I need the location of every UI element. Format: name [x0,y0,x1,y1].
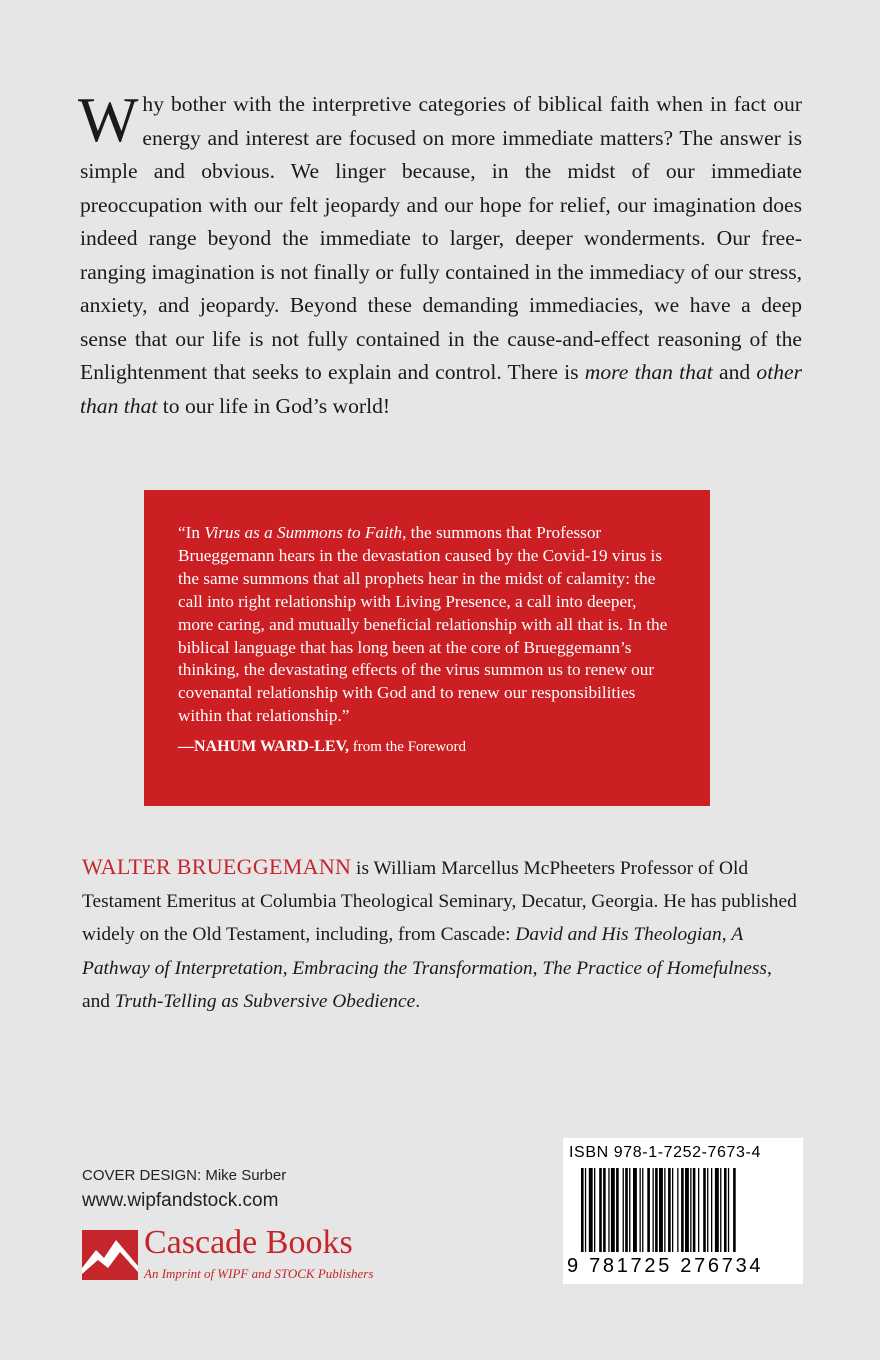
bio-separator: , [721,924,732,946]
barcode-bar [715,1168,719,1252]
endorsement-quote [178,522,676,728]
barcode-bar [659,1168,663,1252]
bio-separator: , [282,957,293,979]
barcode-bar [640,1168,641,1252]
barcode-bar [685,1168,689,1252]
bio-separator: , and [82,957,772,1012]
cover-design-label: COVER DESIGN: [82,1167,202,1184]
barcode-bar [724,1168,727,1252]
barcode-bar [707,1168,708,1252]
publisher-logo [82,1226,422,1286]
quote-attribution [178,738,676,756]
intro-emphasis-2: other than that [80,360,802,418]
barcode-bar [698,1168,699,1252]
barcode-bar [623,1168,624,1252]
barcode-digits: 9 781725 276734 [567,1255,764,1277]
barcode-bar [703,1168,706,1252]
author-name: WALTER BRUEGGEMANN [82,854,352,879]
cover-design-credit [82,1166,286,1186]
barcode-bar [733,1168,736,1252]
barcode-bar [681,1168,684,1252]
barcode-bar [653,1168,654,1252]
bio-book-title: A Pathway of Interpretation [82,924,743,979]
publisher-website[interactable]: www.wipfandstock.com [82,1190,279,1211]
quote-body: , the summons that Professor Brueggemann hears in the devastation caused by the Covid-19 virus is the same summons that all prophets hear in the midst of calamity: the call into right relationship with Living Presence, a call into deeper, more caring, and mutually beneficial relationship with all that is. In the biblical language that has long been at the core of Brueggemann’s thinking, the devastating effects of the virus summon us to renew our covenantal relationship with God and to renew our responsibilities within that relationship.” [178,523,668,726]
cover-designer: Mike Surber [201,1167,287,1184]
isbn-barcode [563,1138,803,1284]
intro-text-end: to our life in God’s world! [157,393,391,418]
barcode-bar [594,1168,595,1252]
barcode-bar [693,1168,696,1252]
barcode-bars [581,1168,791,1256]
barcode-bar [668,1168,671,1252]
barcode-bar [677,1168,678,1252]
barcode-bar [599,1168,602,1252]
attribution-name: —NAHUM WARD-LEV, [178,738,349,756]
quote-open: “In [178,523,205,542]
barcode-bar [690,1168,691,1252]
barcode-bar [633,1168,637,1252]
publisher-tagline: An Imprint of WIPF and STOCK Publishers [144,1266,374,1281]
barcode-bar [608,1168,609,1252]
bio-end: . [415,990,421,1012]
barcode-bar [728,1168,729,1252]
barcode-bar [585,1168,586,1252]
barcode-bar [611,1168,615,1252]
author-bio [82,850,802,1018]
credits [82,1166,286,1214]
barcode-bar [672,1168,673,1252]
barcode-bar [642,1168,643,1252]
barcode-bar [589,1168,593,1252]
bio-book-title: Truth-Telling as Subversive Obedience [114,990,416,1012]
publisher-name: Cascade Books [144,1224,353,1261]
barcode-bar [625,1168,628,1252]
barcode-bar [616,1168,619,1252]
intro-paragraph [78,84,802,423]
intro-emphasis-1: more than that [584,360,713,384]
barcode-bar [581,1168,584,1252]
barcode-bar [603,1168,606,1252]
intro-text: hy bother with the interpretive categories of biblical faith when in fact our energy and interest are focused on more immediate matters? The answer is simple and obvious. We linger because, in the midst of our immediate preoccupation with our felt jeopardy and our hope for relief, our imagination does indeed range beyond the immediate to larger, deeper wonderments. Our free-ranging imagination is not finally or fully contained in the immediacy of our stress, anxiety, and jeopardy. Beyond these demanding immediacies, we have a deep sense that our life is not fully contained in the cause-and-effect reasoning of the Enlightenment that seeks to explain and control. There is [80,92,802,384]
bio-book-title: David and His Theologian [515,924,722,946]
quote-book-title: Virus as a Summons to Faith [204,523,403,542]
barcode-bar [711,1168,712,1252]
barcode-bar [647,1168,650,1252]
bio-book-title: Embracing the Transformation [292,957,533,979]
barcode-bar [629,1168,630,1252]
bio-book-title: The Practice of Homefulness [542,957,767,979]
bio-text: is William Marcellus McPheeters Professor of Old Testament Emeritus at Columbia Theological Seminary, Decatur, Georgia. He has published widely on the Old Testament, including, from Cascade: [82,858,797,946]
mountain-logo-icon [82,1230,138,1280]
attribution-source: from the Foreword [348,739,467,756]
drop-cap: W [78,84,139,155]
barcode-bar [720,1168,721,1252]
barcode-bar [664,1168,665,1252]
isbn-label: ISBN 978-1-7252-7673-4 [569,1144,761,1161]
intro-text-mid: and [712,360,757,384]
bio-separator: , [532,957,543,979]
barcode-bar [655,1168,658,1252]
endorsement-quote-box [144,490,710,806]
